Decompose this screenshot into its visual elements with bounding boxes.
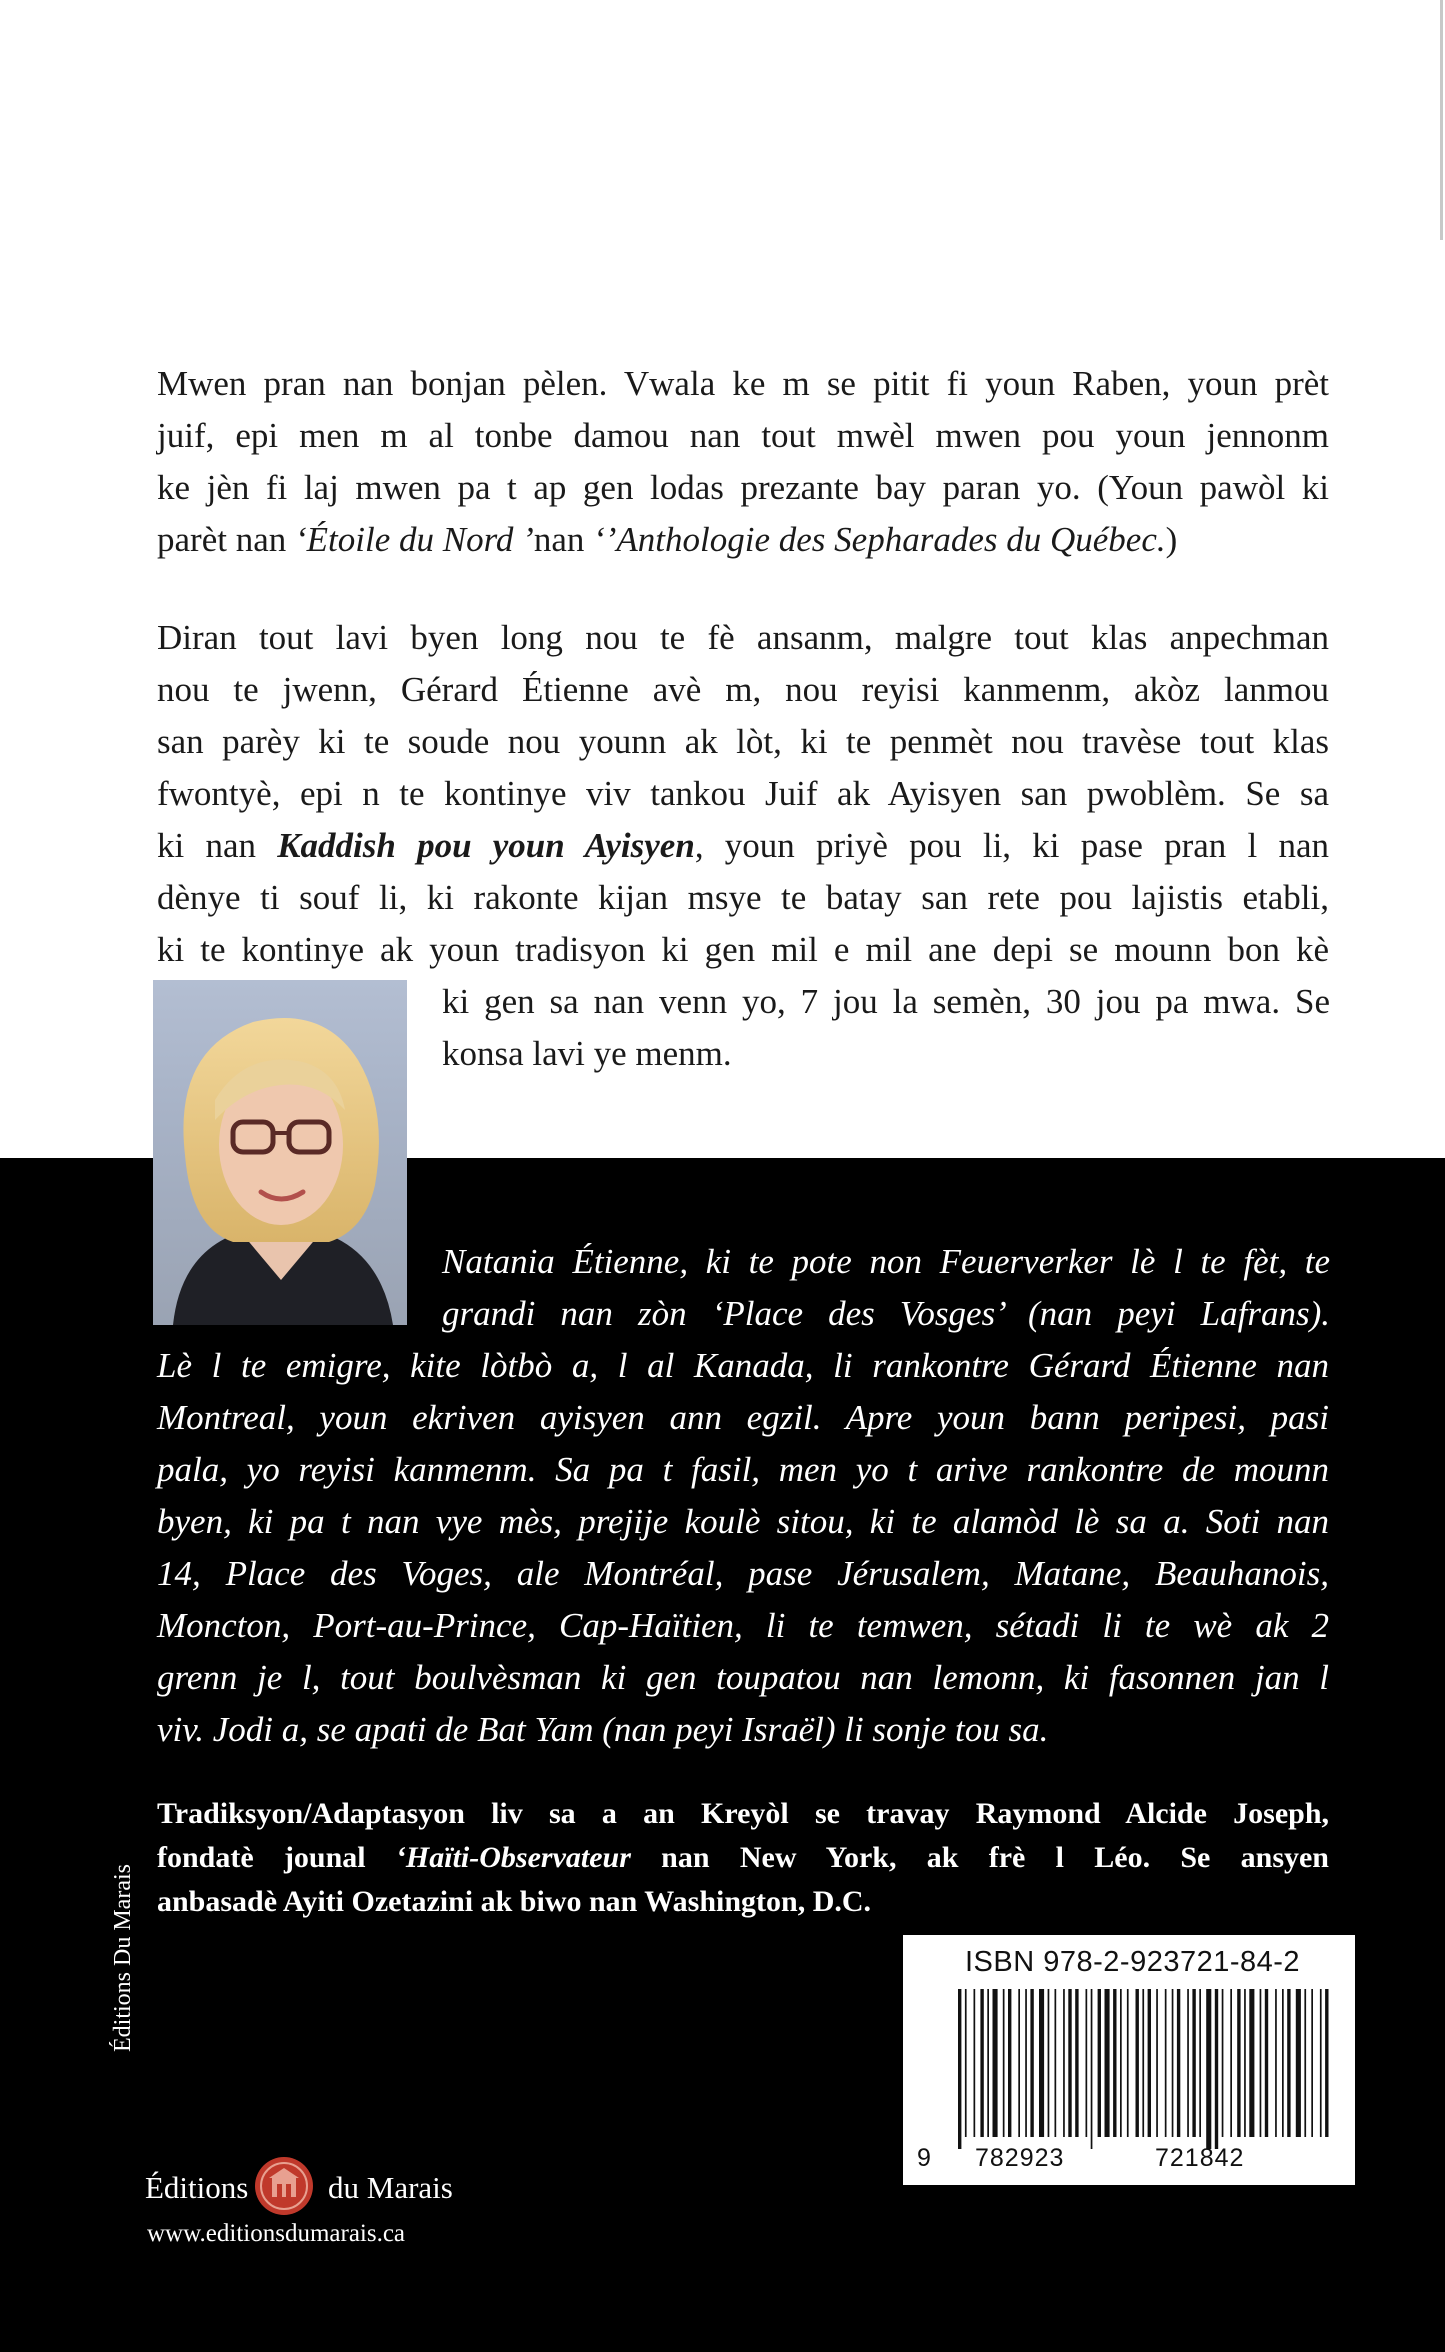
barcode-bar xyxy=(1136,1989,1139,2137)
text-line: anbasadè Ayiti Ozetazini ak biwo nan Washington, D.C. xyxy=(157,1885,872,1918)
barcode-bar xyxy=(1120,1989,1122,2137)
barcode-bar xyxy=(980,1989,983,2137)
barcode-bar xyxy=(1148,1989,1151,2137)
publisher-url[interactable]: www.editionsdumarais.ca xyxy=(147,2220,406,2247)
text-line: ke jèn fi laj mwen pa t ap gen lodas prezante bay paran yo. (Youn pawòl ki xyxy=(157,468,1329,507)
barcode-bar xyxy=(1063,1989,1065,2137)
text-line: nou te jwenn, Gérard Étienne avè m, nou reyisi kanmenm, akòz lanmou xyxy=(157,670,1329,709)
text-line: Mwen pran nan bonjan pèlen. Vwala ke m se pitit fi youn Raben, youn prèt xyxy=(157,364,1329,403)
story-paragraph-wrap xyxy=(442,976,1330,1080)
author-photo xyxy=(153,980,407,1325)
barcode-bar xyxy=(1165,1989,1167,2137)
barcode-bar xyxy=(1296,1989,1301,2137)
edge-line xyxy=(1440,0,1443,240)
text-line: Tradiksyon/Adaptasyon liv sa a an Kreyòl se travay Raymond Alcide Joseph, xyxy=(157,1797,1329,1830)
barcode-bar xyxy=(1260,1989,1262,2137)
text-line: fondatè jounal ‘Haïti-Observateur nan New York, ak frè l Léo. Se ansyen xyxy=(157,1841,1329,1874)
barcode-bar xyxy=(1199,1989,1201,2137)
barcode-bar xyxy=(1091,1989,1093,2149)
publisher-emblem-icon xyxy=(253,2155,315,2217)
barcode-bar xyxy=(1287,1989,1290,2137)
barcode-bar xyxy=(1008,1989,1011,2137)
barcode-bar xyxy=(1237,1989,1240,2137)
author-bio-top xyxy=(442,1236,1330,1340)
barcode-bar xyxy=(1275,1989,1277,2137)
text-line: byen, ki pa t nan vye mès, prejije koulè sitou, ki te alamòd lè sa a. Soti nan xyxy=(157,1502,1329,1541)
text-line: fwontyè, epi n te kontinye viv tankou Juif ak Ayisyen san pwoblèm. Se sa xyxy=(157,774,1329,813)
barcode-bar xyxy=(1177,1989,1180,2137)
barcode-bar xyxy=(993,1989,998,2137)
barcode-bar xyxy=(1055,1989,1057,2137)
barcode-bar xyxy=(1018,1989,1020,2137)
barcode-bar xyxy=(1192,1989,1195,2137)
text-line: dènye ti souf li, ki rakonte kijan msye te batay san rete pou lajistis etabli, xyxy=(157,878,1329,917)
intro-paragraph xyxy=(157,358,1329,566)
barcode-bar xyxy=(1282,1989,1284,2137)
barcode-bar xyxy=(1311,1989,1313,2137)
publisher-logo xyxy=(145,2150,465,2260)
spine-publisher-text: Éditions Du Marais xyxy=(110,1864,136,2052)
text-line: pala, yo reyisi kanmenm. Sa pa t fasil, men yo t arive rankontre de mounn xyxy=(157,1450,1329,1489)
barcode-bar xyxy=(974,1989,976,2137)
publisher-name-left: Éditions xyxy=(145,2170,249,2205)
text-line: ki nan Kaddish pou youn Ayisyen, youn priyè pou li, ki pase pran l nan xyxy=(157,826,1329,865)
barcode-bar xyxy=(1068,1989,1071,2137)
barcode-bar xyxy=(1086,1989,1088,2137)
publisher-name-right: du Marais xyxy=(328,2170,453,2205)
text-line: Lè l te emigre, kite lòtbò a, l al Kanada, li rankontre Gérard Étienne nan xyxy=(157,1346,1329,1385)
isbn-digit-first: 9 xyxy=(917,2144,932,2172)
barcode-bar xyxy=(1156,1989,1158,2137)
author-portrait-illustration xyxy=(153,980,407,1325)
barcode-bar xyxy=(1039,1989,1044,2137)
barcode-bars xyxy=(954,1989,1334,2149)
story-paragraph xyxy=(157,612,1329,976)
barcode-bar xyxy=(1304,1989,1306,2137)
text-line: Moncton, Port-au-Prince, Cap-Haïtien, li te temwen, sétadi li te wè ak 2 xyxy=(157,1606,1329,1645)
barcode-bar xyxy=(1075,1989,1078,2137)
barcode-bar xyxy=(1142,1989,1144,2137)
author-bio xyxy=(157,1340,1329,1756)
translator-credit xyxy=(157,1792,1329,1924)
barcode-bar xyxy=(965,1989,967,2137)
title-etoile: ‘Étoile du Nord ’ xyxy=(294,520,534,559)
barcode-bar xyxy=(1206,1989,1211,2149)
text-line: grandi nan zòn ‘Place des Vosges’ (nan peyi Lafrans). xyxy=(442,1294,1330,1333)
barcode-bar xyxy=(1025,1989,1027,2137)
title-haiti-observateur: ‘Haïti-Observateur xyxy=(395,1841,631,1874)
barcode-bar xyxy=(1113,1989,1116,2137)
text-line: juif, epi men m al tonbe damou nan tout mwèl mwen pou youn jennonm xyxy=(157,416,1329,455)
text-line: Natania Étienne, ki te pote non Feuerverker lè l te fèt, te xyxy=(442,1242,1330,1281)
barcode-bar xyxy=(1048,1989,1050,2137)
barcode-bar xyxy=(1265,1989,1268,2137)
title-kaddish: Kaddish pou youn Ayisyen xyxy=(277,826,695,865)
text-line: parèt nan ‘Étoile du Nord ’nan ‘’Anthologie des Sepharades du Québec.) xyxy=(157,520,1178,559)
barcode-bar xyxy=(1249,1989,1254,2137)
barcode-bar xyxy=(1127,1989,1129,2137)
isbn-barcode-box xyxy=(903,1935,1355,2185)
text-line: grenn je l, tout boulvèsman ki gen toupatou nan lemonn, ki fasonnen jan l xyxy=(157,1658,1329,1697)
barcode-bar xyxy=(958,1989,961,2149)
barcode-bar xyxy=(1030,1989,1033,2137)
title-anthologie: ‘’Anthologie des Sepharades du Québec. xyxy=(593,520,1166,559)
isbn-digits-right: 721842 xyxy=(1155,2144,1245,2172)
isbn-label: ISBN 978-2-923721-84-2 xyxy=(965,1946,1301,1978)
barcode-bar xyxy=(1222,1989,1224,2137)
isbn-digits-left: 782923 xyxy=(975,2144,1065,2172)
barcode-bar xyxy=(1098,1989,1101,2137)
text-line: konsa lavi ye menm. xyxy=(442,1034,732,1073)
barcode-bar xyxy=(1244,1989,1246,2137)
barcode-bar xyxy=(1215,1989,1218,2149)
barcode-bar xyxy=(1230,1989,1232,2137)
text-line: ki gen sa nan venn yo, 7 jou la semèn, 30 jou pa mwa. Se xyxy=(442,982,1330,1021)
text-line: san parèy ki te soude nou younn ak lòt, ki te penmèt nou travèse tout klas xyxy=(157,722,1329,761)
text-line: Diran tout lavi byen long nou te fè ansanm, malgre tout klas anpechman xyxy=(157,618,1329,657)
barcode-bar xyxy=(1003,1989,1005,2137)
text-line: ki te kontinye ak youn tradisyon ki gen mil e mil ane depi se mounn bon kè xyxy=(157,930,1329,969)
text-line: 14, Place des Voges, ale Montréal, pase Jérusalem, Matane, Beauhanois, xyxy=(157,1554,1329,1593)
barcode-bar xyxy=(1325,1989,1328,2137)
barcode-bar xyxy=(1187,1989,1189,2137)
text-line: viv. Jodi a, se apati de Bat Yam (nan peyi Israël) li sonje tou sa. xyxy=(157,1710,1049,1749)
barcode-bar xyxy=(1105,1989,1110,2137)
barcode-bar xyxy=(1320,1989,1322,2137)
text-line: Montreal, youn ekriven ayisyen ann egzil. Apre youn bann peripesi, pasi xyxy=(157,1398,1329,1437)
barcode-bar xyxy=(1172,1989,1174,2137)
barcode-bar xyxy=(987,1989,989,2137)
